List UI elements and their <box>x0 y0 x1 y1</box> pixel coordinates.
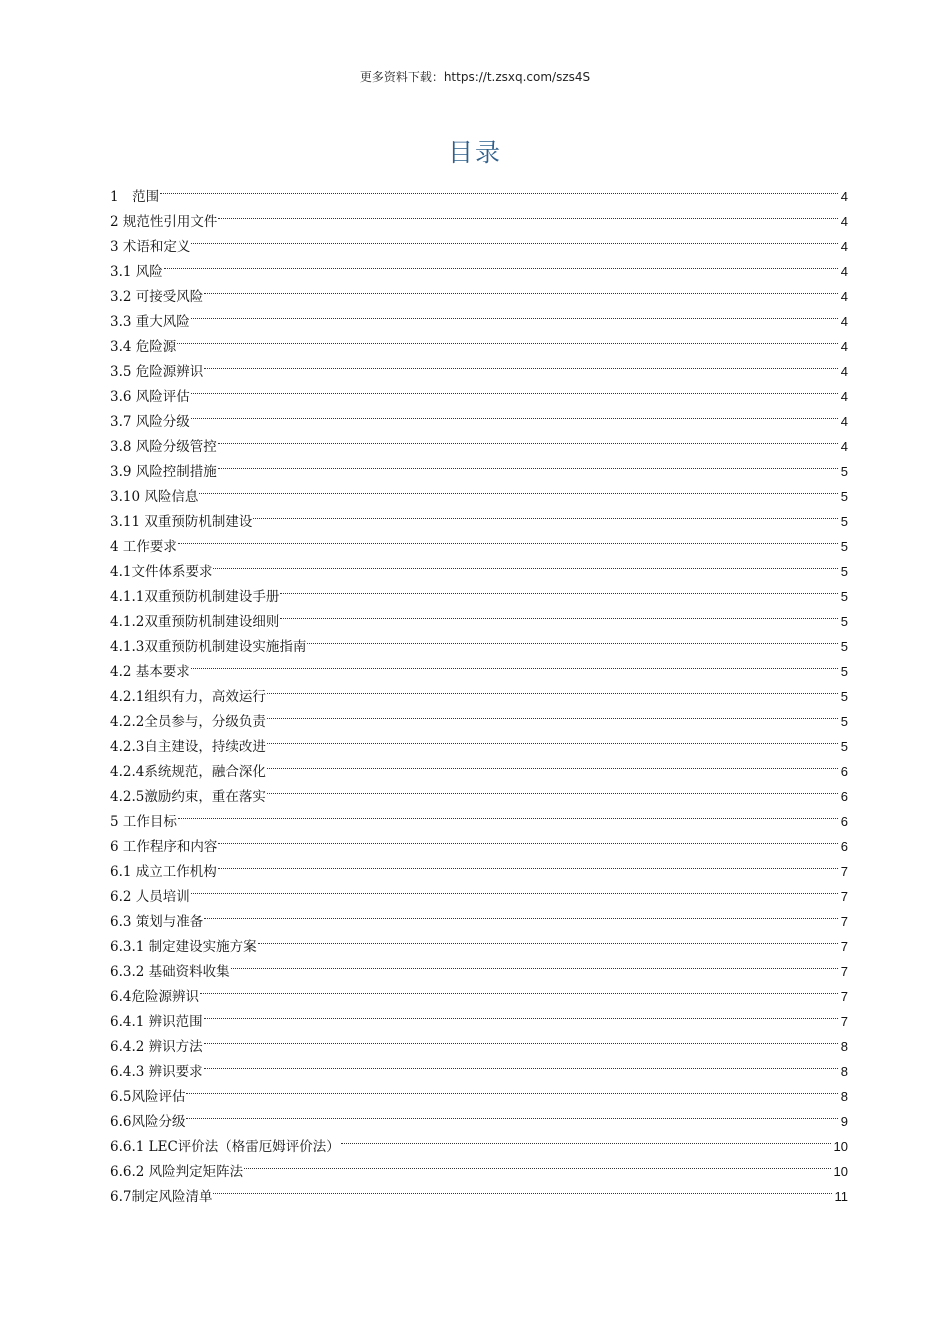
table-of-contents <box>110 176 848 1205</box>
toc-entry[interactable] <box>110 801 848 830</box>
toc-entry-label: 3.3 重大风险 <box>110 310 191 335</box>
toc-entry-page-number: 7 <box>840 989 848 1004</box>
toc-entry-label: 6.3.1 制定建设实施方案 <box>110 935 258 960</box>
toc-dot-leader <box>200 976 840 1001</box>
toc-dot-leader <box>267 701 840 726</box>
toc-entry-page-number: 4 <box>840 214 848 229</box>
toc-dot-leader <box>267 726 840 751</box>
toc-entry-page-number: 4 <box>840 239 848 254</box>
toc-entry-label: 5 工作目标 <box>110 810 178 835</box>
toc-entry[interactable] <box>110 301 848 330</box>
toc-entry[interactable] <box>110 251 848 280</box>
toc-entry-label: 4.2 基本要求 <box>110 660 191 685</box>
toc-entry[interactable] <box>110 826 848 855</box>
toc-dot-leader <box>191 376 840 401</box>
toc-dot-leader <box>191 226 839 251</box>
toc-dot-leader <box>204 1001 840 1026</box>
toc-entry-label: 6.4.3 辨识要求 <box>110 1060 204 1085</box>
toc-entry-page-number: 5 <box>840 589 848 604</box>
toc-dot-leader <box>280 601 839 626</box>
toc-entry[interactable] <box>110 676 848 705</box>
toc-dot-leader <box>218 201 839 226</box>
toc-entry-page-number: 6 <box>840 839 848 854</box>
toc-entry-label: 3 术语和定义 <box>110 235 191 260</box>
toc-entry-page-number: 4 <box>840 314 848 329</box>
toc-entry-page-number: 5 <box>840 539 848 554</box>
toc-entry-label: 3.9 风险控制措施 <box>110 460 218 485</box>
toc-entry-page-number: 5 <box>840 739 848 754</box>
toc-entry[interactable] <box>110 226 848 255</box>
toc-entry-label: 6.3.2 基础资料收集 <box>110 960 231 985</box>
toc-entry[interactable] <box>110 1076 848 1105</box>
toc-dot-leader <box>178 526 840 551</box>
toc-entry-label: 4.2.2全员参与，分级负责 <box>110 710 267 735</box>
toc-entry-label: 3.4 危险源 <box>110 335 177 360</box>
toc-entry-label: 3.1 风险 <box>110 260 164 285</box>
toc-dot-leader <box>177 326 840 351</box>
toc-entry[interactable] <box>110 476 848 505</box>
toc-entry-label: 4.1.3双重预防机制建设实施指南 <box>110 635 307 660</box>
toc-entry-label: 6.1 成立工作机构 <box>110 860 218 885</box>
toc-entry-page-number: 6 <box>840 789 848 804</box>
toc-dot-leader <box>341 1126 833 1151</box>
toc-dot-leader <box>164 251 840 276</box>
download-header: 更多资料下载：https://t.zsxq.com/szs4S <box>359 70 591 84</box>
toc-dot-leader <box>280 576 839 601</box>
toc-entry[interactable] <box>110 651 848 680</box>
toc-entry-label: 4.2.4系统规范，融合深化 <box>110 760 267 785</box>
toc-entry-page-number: 8 <box>840 1064 848 1079</box>
toc-entry-page-number: 7 <box>840 939 848 954</box>
toc-entry-label: 6.7制定风险清单 <box>110 1185 213 1210</box>
toc-entry[interactable] <box>110 201 848 230</box>
toc-dot-leader <box>258 926 840 951</box>
toc-entry-label: 4.2.1组织有力，高效运行 <box>110 685 267 710</box>
toc-entry-page-number: 5 <box>840 514 848 529</box>
toc-dot-leader <box>204 276 840 301</box>
toc-entry-label: 3.10 风险信息 <box>110 485 199 510</box>
toc-entry-label: 6.2 人员培训 <box>110 885 191 910</box>
toc-entry-label: 6.6风险分级 <box>110 1110 186 1135</box>
toc-entry[interactable] <box>110 551 848 580</box>
toc-entry-label: 1 范围 <box>110 185 160 210</box>
toc-entry[interactable] <box>110 1026 848 1055</box>
toc-dot-leader <box>199 476 839 501</box>
toc-entry-page-number: 4 <box>840 189 848 204</box>
toc-entry[interactable] <box>110 926 848 955</box>
toc-dot-leader <box>204 351 840 376</box>
toc-entry[interactable] <box>110 976 848 1005</box>
toc-entry[interactable] <box>110 851 848 880</box>
toc-entry-label: 4.1.1双重预防机制建设手册 <box>110 585 280 610</box>
toc-entry[interactable] <box>110 876 848 905</box>
toc-entry-page-number: 7 <box>840 964 848 979</box>
toc-entry-page-number: 7 <box>840 889 848 904</box>
toc-entry[interactable] <box>110 1051 848 1080</box>
toc-entry-page-number: 9 <box>840 1114 848 1129</box>
toc-dot-leader <box>218 451 840 476</box>
toc-entry[interactable] <box>110 1126 848 1155</box>
toc-entry[interactable] <box>110 1001 848 1030</box>
toc-entry-page-number: 7 <box>840 864 848 879</box>
toc-dot-leader <box>267 776 840 801</box>
toc-entry-page-number: 4 <box>840 364 848 379</box>
toc-entry-page-number: 4 <box>840 389 848 404</box>
toc-entry-label: 6.5风险评估 <box>110 1085 186 1110</box>
toc-entry-page-number: 4 <box>840 289 848 304</box>
toc-entry-label: 4.2.3自主建设，持续改进 <box>110 735 267 760</box>
toc-entry-label: 3.11 双重预防机制建设 <box>110 510 253 535</box>
toc-dot-leader <box>213 1176 833 1201</box>
toc-entry[interactable] <box>110 1101 848 1130</box>
toc-dot-leader <box>244 1151 832 1176</box>
toc-entry-label: 4.1文件体系要求 <box>110 560 213 585</box>
toc-dot-leader <box>267 751 840 776</box>
toc-entry-page-number: 5 <box>840 614 848 629</box>
toc-entry-page-number: 7 <box>840 1014 848 1029</box>
toc-entry-label: 6.6.2 风险判定矩阵法 <box>110 1160 244 1185</box>
toc-entry-page-number: 8 <box>840 1039 848 1054</box>
toc-entry[interactable] <box>110 276 848 305</box>
toc-dot-leader <box>218 826 839 851</box>
toc-entry-label: 3.7 风险分级 <box>110 410 191 435</box>
toc-entry-label: 6.4危险源辨识 <box>110 985 200 1010</box>
toc-entry[interactable] <box>110 901 848 930</box>
toc-dot-leader <box>178 801 840 826</box>
toc-entry[interactable] <box>110 176 848 205</box>
toc-dot-leader <box>160 176 840 201</box>
toc-dot-leader <box>191 401 840 426</box>
toc-entry-label: 6.3 策划与准备 <box>110 910 204 935</box>
toc-dot-leader <box>213 551 839 576</box>
toc-entry-page-number: 11 <box>834 1189 848 1204</box>
toc-dot-leader <box>231 951 840 976</box>
toc-dot-leader <box>218 851 840 876</box>
toc-entry[interactable] <box>110 401 848 430</box>
toc-dot-leader <box>204 901 840 926</box>
toc-entry-page-number: 5 <box>840 464 848 479</box>
toc-entry-page-number: 6 <box>840 764 848 779</box>
toc-entry[interactable] <box>110 1176 848 1205</box>
toc-entry-label: 4.2.5激励约束，重在落实 <box>110 785 267 810</box>
toc-dot-leader <box>267 676 840 701</box>
toc-entry-page-number: 5 <box>840 664 848 679</box>
toc-entry-page-number: 4 <box>840 264 848 279</box>
toc-entry[interactable] <box>110 501 848 530</box>
toc-entry-label: 3.8 风险分级管控 <box>110 435 218 460</box>
toc-dot-leader <box>186 1076 839 1101</box>
toc-entry-label: 6.4.1 辨识范围 <box>110 1010 204 1035</box>
toc-entry-page-number: 5 <box>840 489 848 504</box>
toc-entry-label: 3.6 风险评估 <box>110 385 191 410</box>
toc-entry-label: 6.4.2 辨识方法 <box>110 1035 204 1060</box>
toc-entry-label: 4 工作要求 <box>110 535 178 560</box>
toc-dot-leader <box>253 501 839 526</box>
toc-entry-page-number: 4 <box>840 414 848 429</box>
toc-entry-page-number: 10 <box>833 1164 848 1179</box>
toc-entry-page-number: 7 <box>840 914 848 929</box>
toc-entry-page-number: 8 <box>840 1089 848 1104</box>
toc-entry-label: 4.1.2双重预防机制建设细则 <box>110 610 280 635</box>
page-title: 目录 <box>447 138 502 167</box>
toc-entry-page-number: 5 <box>840 639 848 654</box>
toc-entry[interactable] <box>110 451 848 480</box>
toc-dot-leader <box>186 1101 839 1126</box>
toc-entry[interactable] <box>110 376 848 405</box>
toc-dot-leader <box>191 301 840 326</box>
toc-entry-label: 6 工作程序和内容 <box>110 835 218 860</box>
toc-dot-leader <box>204 1026 840 1051</box>
toc-entry[interactable] <box>110 526 848 555</box>
toc-entry-page-number: 5 <box>840 714 848 729</box>
toc-entry[interactable] <box>110 426 848 455</box>
toc-entry-label: 2 规范性引用文件 <box>110 210 218 235</box>
toc-dot-leader <box>204 1051 840 1076</box>
toc-dot-leader <box>307 626 839 651</box>
toc-dot-leader <box>218 426 840 451</box>
toc-entry[interactable] <box>110 576 848 605</box>
toc-entry-label: 6.6.1 LEC评价法（格雷厄姆评价法） <box>110 1135 341 1160</box>
toc-entry[interactable] <box>110 326 848 355</box>
toc-dot-leader <box>191 651 840 676</box>
toc-entry-page-number: 4 <box>840 439 848 454</box>
toc-entry-page-number: 4 <box>840 339 848 354</box>
toc-entry-page-number: 5 <box>840 689 848 704</box>
toc-entry[interactable] <box>110 351 848 380</box>
toc-entry-page-number: 5 <box>840 564 848 579</box>
toc-entry-label: 3.2 可接受风险 <box>110 285 204 310</box>
toc-entry-page-number: 10 <box>833 1139 848 1154</box>
toc-dot-leader <box>191 876 840 901</box>
toc-entry-page-number: 6 <box>840 814 848 829</box>
toc-entry-label: 3.5 危险源辨识 <box>110 360 204 385</box>
